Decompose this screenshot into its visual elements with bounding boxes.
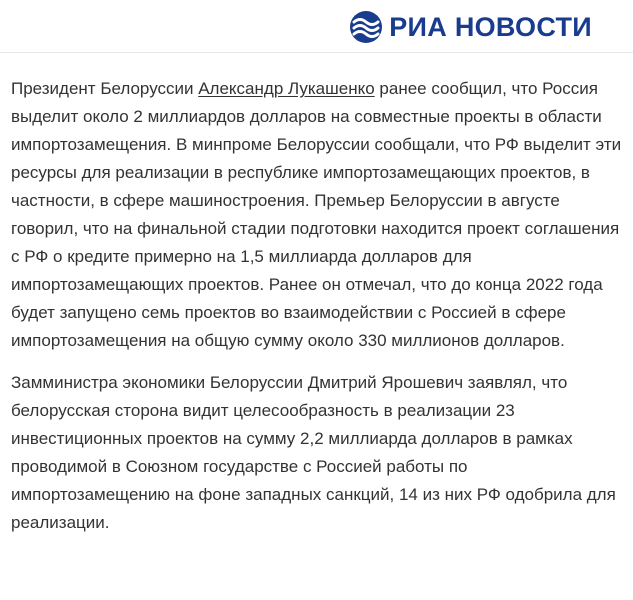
- article-body: [11, 75, 625, 551]
- site-header: [0, 0, 633, 53]
- brand-name: РИА НОВОСТИ: [389, 11, 592, 42]
- ria-waves-icon: [349, 10, 383, 44]
- paragraph-1: [11, 75, 625, 355]
- person-link-lukashenko[interactable]: Александр Лукашенко: [198, 79, 375, 98]
- paragraph-1-start: Президент Белоруссии: [11, 79, 199, 98]
- paragraph-2: Замминистра экономики Белоруссии Дмитрий Ярошевич заявлял, что белорусская сторона видит целесообразность в реализации 23 инвестиционных проектов на сумму 2,2 миллиарда долларов в рамках проводимой в Союзном государстве с Россией работы по импортозамещению на фоне западных санкций, 14 из них РФ одобрила для реализации.: [11, 373, 616, 532]
- ria-logo[interactable]: [349, 10, 592, 44]
- paragraph-1-rest: ранее сообщил, что Россия выделит около 2 миллиардов долларов на совместные проекты в области импортозамещения. В минпроме Белоруссии сообщали, что РФ выделит эти ресурсы для реализации в республике импортозамещающих проектов, в частности, в сфере машиностроения. Премьер Белоруссии в августе говорил, что на финальной стадии подготовки находится проект соглашения с РФ о кредите примерно на 1,5 миллиарда долларов для импортозамещающих проектов. Ранее он отмечал, что до конца 2022 года будет запущено семь проектов во взаимодействии с Россией в сфере импортозамещения на общую сумму около 330 миллионов долларов.: [11, 79, 622, 350]
